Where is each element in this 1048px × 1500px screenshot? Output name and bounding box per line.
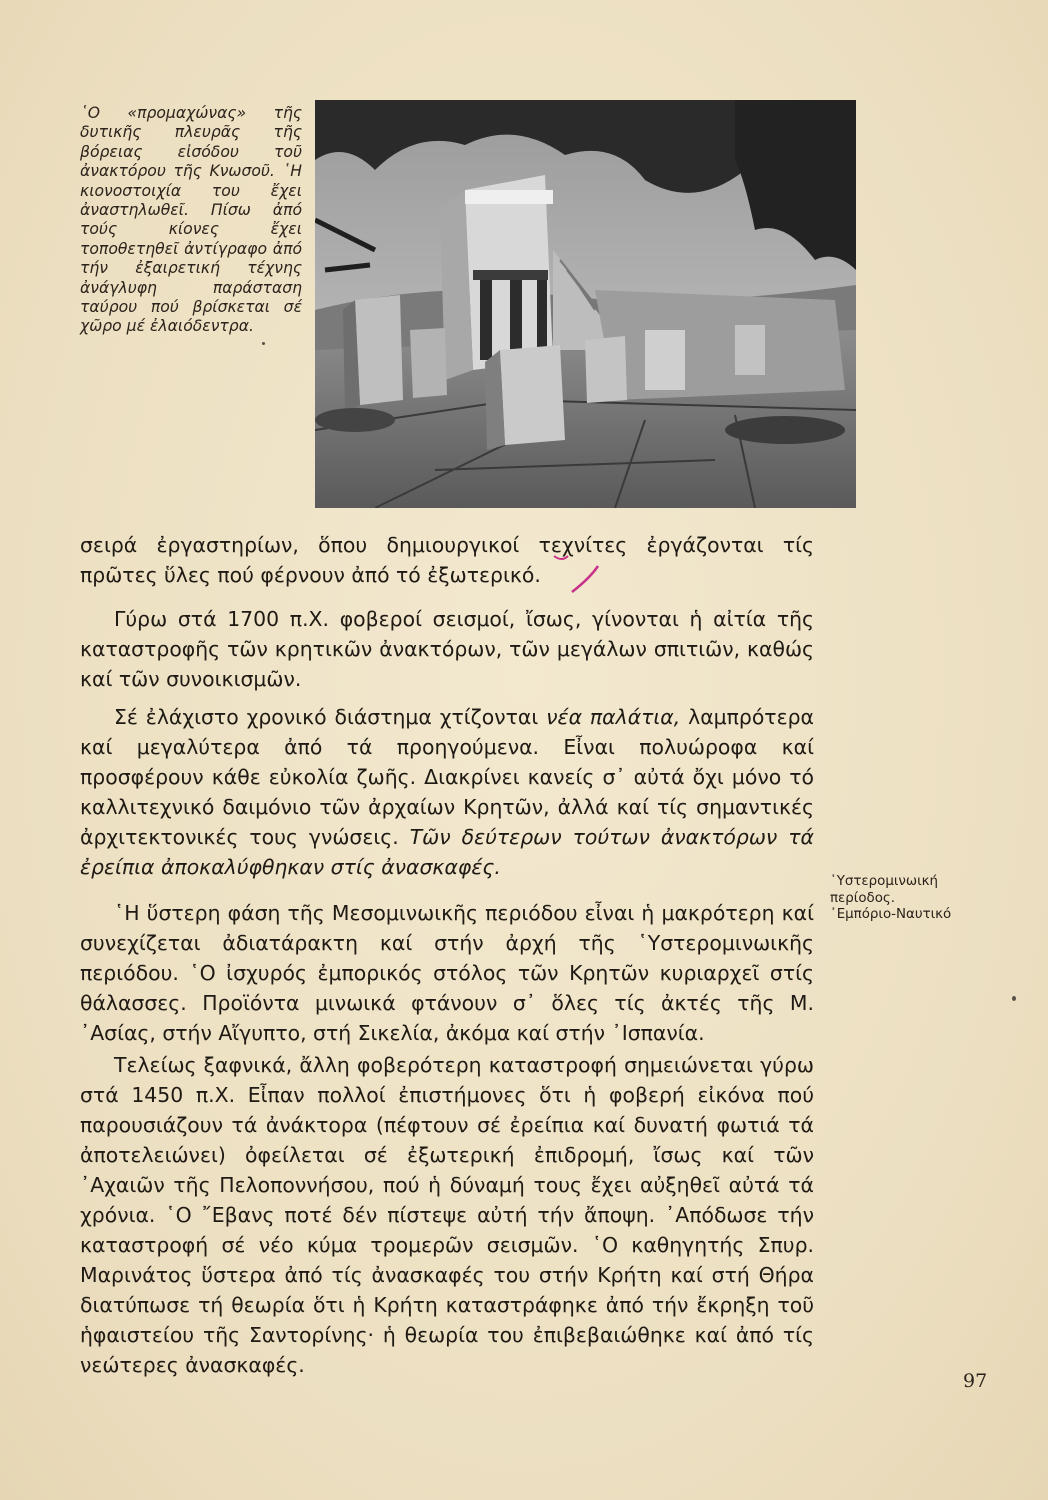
main-text [80, 530, 814, 1380]
margin-note-line-3: ᾿Εμπόριο-Ναυτικό [830, 907, 952, 922]
photo-caption: ῾Ο «προμαχώνας» τῆς δυτικῆς πλευρᾶς τῆς βόρειας εἰσόδου τοῦ ἀνακτόρου τῆς Κνωσοῦ. ῾Η κιονοστοιχία του ἔχει ἀναστηλωθεῖ. Πίσω ἀπό τούς κίονες ἔχει τοποθετηθεῖ ἀντίγραφο ἀπό τήν ἐξαιρετική τέχνης ἀνάγλυφη παράσταση ταύρου πού βρίσκεται σέ χῶρο μέ ἐλαιόδεντρα. [80, 104, 302, 336]
paragraph-3-part-b: λαμπρότερα καί μεγαλύτερα ἀπό τά προηγούμενα. Εἶναι πολυώροφα καί προσφέρουν κάθε εὐκολία ζωῆς. Διακρίνει κανείς σ᾽ αὐτά ὄχι μόνο τό καλλιτεχνικό δαιμόνιο τῶν ἀρχαίων Κρητῶν, ἀλλά καί τίς σημαντικές ἀρχιτεκτονικές τους γνώσεις. [80, 705, 814, 849]
paragraph-3-part-a: Σέ ἐλάχιστο χρονικό διάστημα χτίζονται [114, 705, 547, 729]
speck [262, 342, 265, 345]
margin-note [830, 874, 1010, 924]
margin-note-line-2: περίοδος. [830, 890, 896, 906]
page-number: 97 [963, 1370, 988, 1392]
paragraph-3-italic-a: νέα παλάτια, [546, 705, 681, 729]
photo-illustration [315, 100, 856, 508]
pen-mark-icon [540, 548, 610, 598]
knossos-north-entrance-photo [315, 100, 856, 508]
paragraph-4: ῾Η ὕστερη φάση τῆς Μεσομινωικῆς περιόδου εἶναι ἡ μακρότερη καί συνεχίζεται ἀδιατάρακτη καί στήν ἀρχή τῆς ῾Υστερομινωικῆς περιόδου. ῾Ο ἰσχυρός ἐμπορικός στόλος τῶν Κρητῶν κυριαρχεῖ στίς θάλασσες. Προϊόντα μινωικά φτάνουν σ᾽ ὅλες τίς ἀκτές τῆς Μ. ᾿Ασίας, στήν Αἴγυπτο, στή Σικελία, ἀκόμα καί στήν ᾿Ισπανία. [80, 901, 814, 1045]
paragraph-3-italic-b: Τῶν δεύτερων τούτων ἀνακτόρων τά ἐρείπια ἀποκαλύφθηκαν στίς ἀνασκαφές. [80, 825, 814, 879]
paragraph-5: Τελείως ξαφνικά, ἄλλη φοβερότερη καταστροφή σημειώνεται γύρω στά 1450 π.Χ. Εἶπαν πολλοί ἐπιστήμονες ὅτι ἡ φοβερή εἰκόνα πού παρουσιάζουν τά ἀνάκτορα (πέφτουν σέ ἐρείπια καί δυνατή φωτιά τά ἀποτελειώνει) ὀφείλεται σέ ἐξωτερική ἐπιδρομή, ἴσως καί τῶν ᾿Αχαιῶν τῆς Πελοποννήσου, πού ἡ δύναμή τους ἔχει αὐξηθεῖ αὐτά τά χρόνια. ῾Ο ῎Εβανς ποτέ δέν πίστεψε αὐτή τήν ἄποψη. ᾿Απόδωσε τήν καταστροφή σέ νέο κύμα τρομερῶν σεισμῶν. ῾Ο καθηγητής Σπυρ. Μαρινάτος ὕστερα ἀπό τίς ἀνασκαφές του στήν Κρήτη καί στή Θήρα διατύπωσε τή θεωρία ὅτι ἡ Κρήτη καταστράφηκε ἀπό τήν ἔκρηξη τοῦ ἡφαιστείου τῆς Σαντορίνης· ἡ θεωρία του ἐπιβεβαιώθηκε καί ἀπό τίς νεώτερες ἀνασκαφές. [80, 1053, 814, 1377]
margin-note-line-1: ῾Υστερομινωική [830, 874, 939, 889]
paragraph-2: Γύρω στά 1700 π.Χ. φοβεροί σεισμοί, ἴσως, γίνονται ἡ αἰτία τῆς καταστροφῆς τῶν κρητικῶν ἀνακτόρων, τῶν μεγάλων σπιτιῶν, καθώς καί τῶν συνοικισμῶν. [80, 607, 814, 691]
paragraph-1: σειρά ἐργαστηρίων, ὅπου δημιουργικοί τεχνίτες ἐργάζονται τίς πρῶτες ὕλες πού φέρνουν ἀπό τό ἐξωτερικό. [80, 533, 814, 587]
paragraph-3 [80, 702, 814, 882]
speck [1012, 996, 1016, 1001]
